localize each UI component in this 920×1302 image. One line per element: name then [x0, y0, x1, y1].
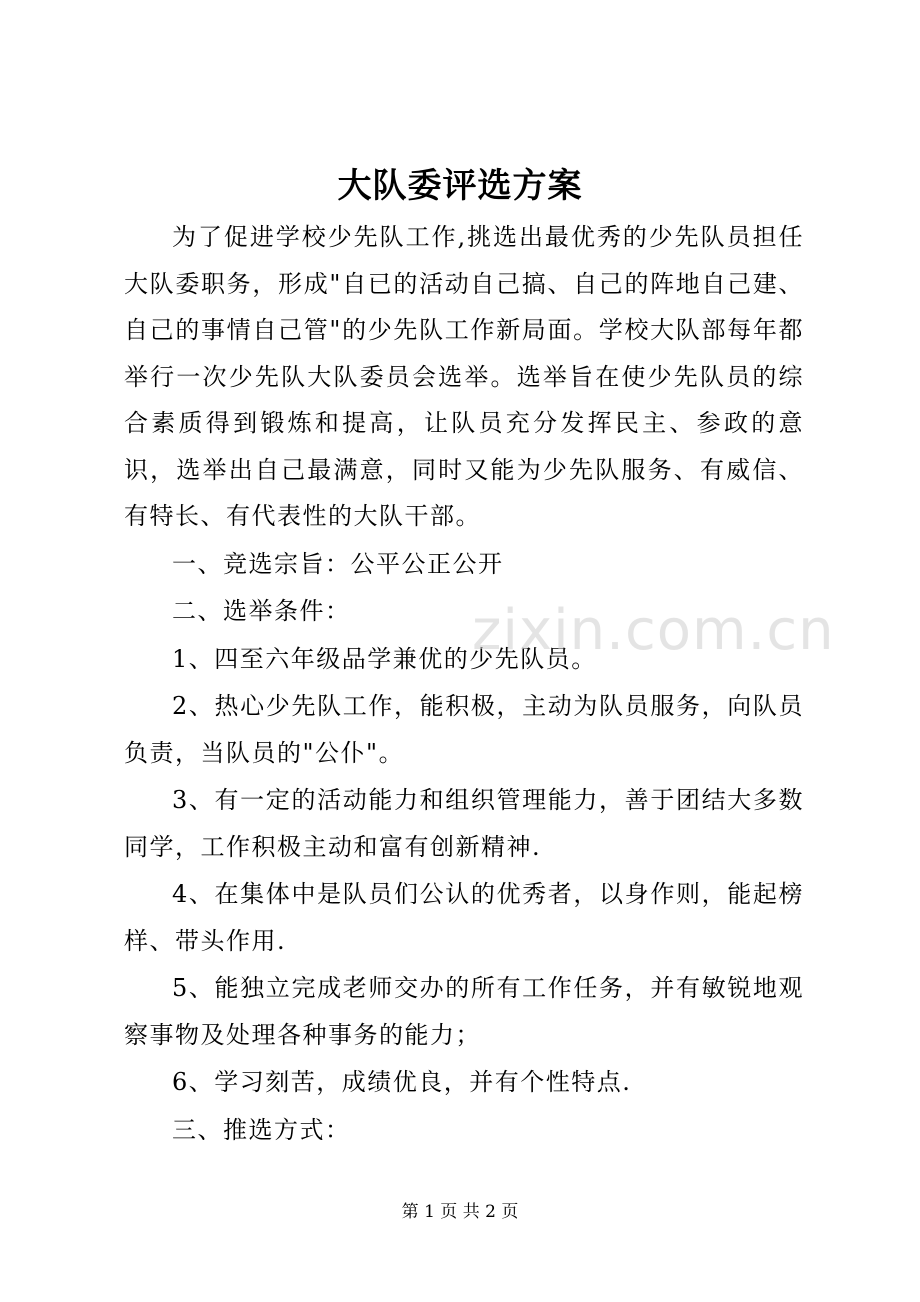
watermark-text: zixin.com.cn: [472, 598, 835, 663]
paragraph-condition-6: 6、学习刻苦，成绩优良，并有个性特点.: [172, 1068, 632, 1096]
paragraph-condition-2: 2、热心少先队工作，能积极，主动为队员服务，向队员负责，当队员的"公仆"。: [124, 692, 804, 767]
paragraph-condition-3: 3、有一定的活动能力和组织管理能力，善于团结大多数同学，工作积极主动和富有创新精神.: [124, 786, 804, 861]
paragraph-condition-5: 5、能独立完成老师交办的所有工作任务，并有敏锐地观察事物及处理各种事务的能力；: [124, 974, 804, 1049]
paragraph-section-conditions: 二、选举条件：: [172, 597, 351, 625]
page-footer: 第 1 页 共 2 页: [401, 1202, 519, 1222]
paragraph-section-purpose: 一、竞选宗旨：公平公正公开: [172, 549, 504, 578]
paragraph-condition-1: 1、四至六年级品学兼优的少先队员。: [172, 644, 597, 673]
paragraph-section-method: 三、推选方式：: [172, 1115, 351, 1144]
document-body: [124, 214, 804, 1154]
document-title: 大队委评选方案: [337, 166, 583, 206]
paragraph-intro: 为了促进学校少先队工作,挑选出最优秀的少先队员担任大队委职务，形成"自已的活动自己搞、自己的阵地自己建、自己的事情自己管"的少先队工作新局面。学校大队部每年都举行一次少先队大队委员会选举。选举旨在使少先队员的综合素质得到锻炼和提高，让队员充分发挥民主、参政的意识，选举出自己最满意，同时又能为少先队服务、有威信、有特长、有代表性的大队干部。: [124, 223, 804, 530]
paragraph-condition-4: 4、在集体中是队员们公认的优秀者，以身作则，能起榜样、带头作用.: [124, 880, 804, 955]
